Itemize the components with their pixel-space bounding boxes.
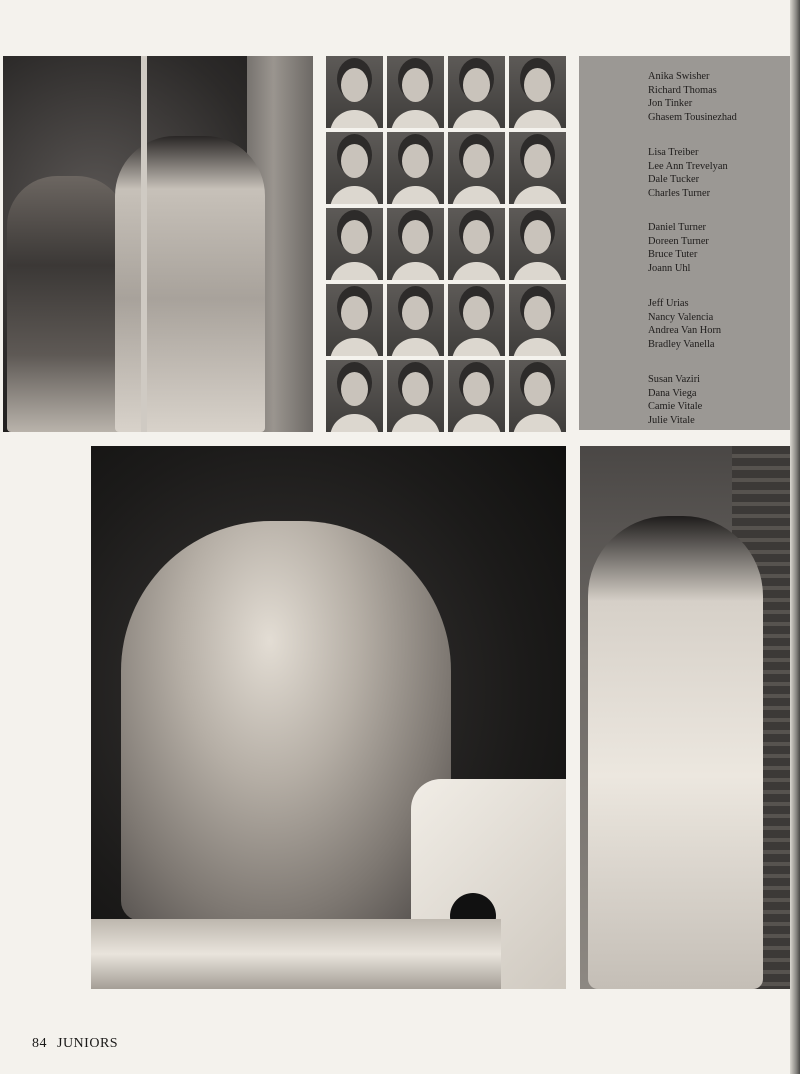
student-name: Bradley Vanella	[648, 338, 715, 350]
student-name: Nancy Valencia	[648, 311, 714, 323]
portrait	[326, 56, 383, 128]
student-name: Joann Uhl	[648, 262, 691, 274]
name-group	[648, 146, 728, 200]
portrait	[387, 284, 444, 356]
portrait	[509, 56, 566, 128]
student-name: Andrea Van Horn	[648, 325, 722, 337]
papers	[91, 919, 501, 989]
student-name: Richard Thomas	[648, 84, 717, 96]
portrait-grid	[326, 56, 566, 432]
girl-figure	[121, 521, 451, 921]
name-group	[648, 221, 709, 275]
student-name: Doreen Turner	[648, 235, 709, 247]
student-name: Dana Viega	[648, 387, 697, 399]
portrait	[448, 360, 505, 432]
portrait	[509, 132, 566, 204]
portrait	[509, 284, 566, 356]
student-name: Camie Vitale	[648, 401, 703, 413]
portrait	[387, 208, 444, 280]
student-name: Anika Swisher	[648, 71, 710, 82]
portrait	[448, 132, 505, 204]
photo-two-students-with-mop	[3, 56, 313, 432]
student-name: Julie Vitale	[648, 414, 695, 426]
student-name: Ghasem Tousinezhad	[648, 111, 737, 123]
portrait	[509, 360, 566, 432]
student-name: Lisa Treiber	[648, 147, 699, 158]
portrait	[448, 208, 505, 280]
student-name: Jon Tinker	[648, 98, 693, 110]
portrait	[326, 284, 383, 356]
names-panel	[579, 56, 793, 430]
student-name: Bruce Tuter	[648, 249, 698, 261]
student-name: Dale Tucker	[648, 174, 700, 186]
student-name: Susan Vaziri	[648, 374, 701, 385]
portrait	[326, 132, 383, 204]
portrait	[387, 132, 444, 204]
mop-handle	[141, 56, 147, 432]
page-footer	[32, 1036, 118, 1052]
page-gutter	[790, 0, 800, 1074]
portrait	[326, 208, 383, 280]
runner-figure	[588, 516, 763, 989]
name-group	[648, 70, 737, 124]
portrait	[509, 208, 566, 280]
portrait	[448, 284, 505, 356]
page-number: 84	[32, 1036, 47, 1051]
student-name: Jeff Urias	[648, 298, 689, 309]
student-figure-left	[7, 176, 127, 432]
student-name: Daniel Turner	[648, 222, 707, 233]
portrait	[387, 360, 444, 432]
photo-running-student	[580, 446, 792, 989]
name-group	[648, 297, 721, 351]
photo-girl-with-kitten	[91, 446, 566, 989]
student-name: Lee Ann Trevelyan	[648, 160, 728, 172]
student-figure-right	[115, 136, 265, 432]
portrait	[387, 56, 444, 128]
name-group	[648, 373, 702, 427]
student-name: Charles Turner	[648, 187, 711, 199]
portrait	[448, 56, 505, 128]
section-title: JUNIORS	[57, 1036, 119, 1051]
portrait	[326, 360, 383, 432]
